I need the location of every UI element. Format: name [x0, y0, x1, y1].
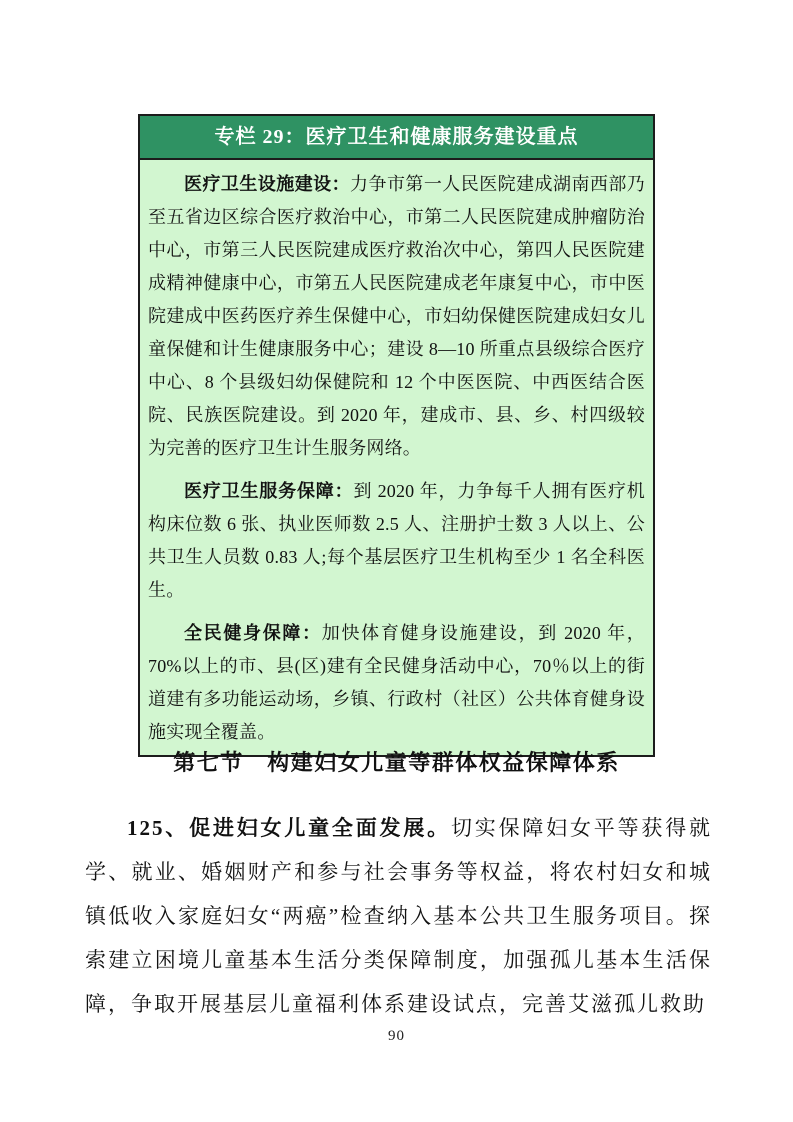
feature-box-paragraph-2	[148, 475, 645, 607]
section-heading: 第七节 构建妇女儿童等群体权益保障体系	[173, 750, 620, 775]
paragraph-3-lead: 全民健身保障：	[184, 623, 322, 643]
feature-box-body	[140, 160, 653, 755]
body-paragraph-lead: 125、促进妇女儿童全面发展。	[127, 816, 451, 840]
body-paragraph	[85, 806, 712, 1026]
paragraph-2-text: 到 2020 年，力争每千人拥有医疗机构床位数 6 张、执业医师数 2.5 人、注册护士数 3 人以上、公共卫生人员数 0.83 人;每个基层医疗卫生机构至少 1 名全科医生。	[148, 481, 645, 600]
paragraph-1-lead: 医疗卫生设施建设：	[184, 174, 351, 194]
paragraph-3-text: 加快体育健身设施建设，到 2020 年，70%以上的市、县(区)建有全民健身活动中心，70％以上的街道建有多功能运动场，乡镇、行政村（社区）公共体育健身设施实现全覆盖。	[148, 623, 646, 742]
paragraph-1-text: 力争市第一人民医院建成湖南西部乃至五省边区综合医疗救治中心，市第二人民医院建成肿瘤防治中心，市第三人民医院建成医疗救治次中心，第四人民医院建成精神健康中心，市第五人民医院建成老年康复中心，市中医院建成中医药医疗养生保健中心，市妇幼保健医院建成妇女儿童保健和计生健康服务中心；建设 8—10 所重点县级综合医疗中心、8 个县级妇幼保健院和 12 个中医医院、中西医结合医院、民族医院建设。到 2020 年，建成市、县、乡、村四级较为完善的医疗卫生计生服务网络。	[148, 174, 645, 458]
feature-box	[138, 114, 655, 757]
feature-box-paragraph-1	[148, 168, 645, 465]
paragraph-2-lead: 医疗卫生服务保障：	[184, 481, 354, 501]
body-paragraph-text: 切实保障妇女平等获得就学、就业、婚姻财产和参与社会事务等权益，将农村妇女和城镇低收入家庭妇女“两癌”检查纳入基本公共卫生服务项目。探索建立困境儿童基本生活分类保障制度，加强孤儿基本生活保障，争取开展基层儿童福利体系建设试点，完善艾滋孤儿救助	[85, 816, 713, 1016]
feature-box-paragraph-3	[148, 617, 645, 749]
page-number: 90	[388, 1028, 405, 1044]
feature-box-title: 专栏 29：医疗卫生和健康服务建设重点	[140, 116, 653, 160]
